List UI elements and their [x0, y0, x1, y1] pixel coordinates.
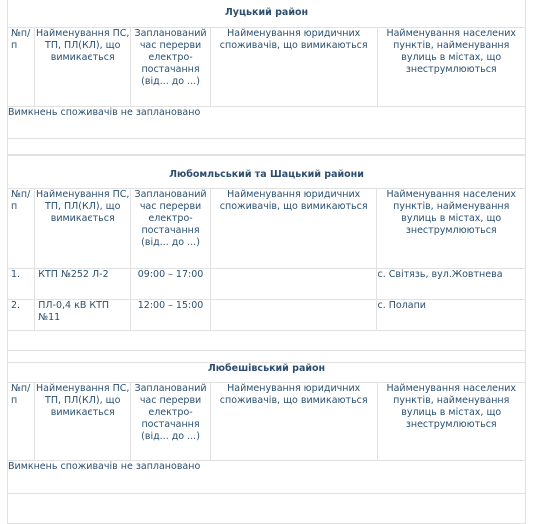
header-outage-time: Запланований час перерви електро-постачання (від... до ...) [131, 383, 211, 461]
no-outage-note: Вимкнень споживачів не заплановано [8, 107, 526, 139]
header-outage-time: Запланований час перерви електро-постачання (від... до ...) [131, 189, 211, 269]
section-title-row [8, 351, 526, 383]
row-object-name: ПЛ-0,4 кВ КТП №11 [35, 300, 131, 331]
header-settlements: Найменування населених пунктів, найменування вулиць в містах, що знеструмлюються [377, 189, 526, 269]
spacer-cell [8, 139, 526, 155]
table-row [8, 300, 526, 331]
row-settlements: с. Світязь, вул.Жовтнева [377, 269, 526, 300]
row-settlements: с. Полапи [377, 300, 526, 331]
row-legal-consumers [210, 269, 377, 300]
row-outage-time: 09:00 – 17:00 [131, 269, 211, 300]
header-number: №п/п [8, 189, 35, 269]
section-lutsk-table [7, 0, 526, 155]
section-title: Любешівський район [8, 351, 526, 383]
row-object-name: КТП №252 Л-2 [35, 269, 131, 300]
section-lyuboml-shatsk-table [7, 155, 526, 363]
header-settlements: Найменування населених пунктів, найменування вулиць в містах, що знеструмлюються [377, 383, 526, 461]
section-title: Луцький район [8, 0, 526, 28]
table-header-row [8, 383, 526, 461]
header-object-name: Найменування ПС, ТП, ПЛ(КЛ), що вимикається [35, 383, 131, 461]
header-outage-time: Запланований час перерви електро-постачання (від... до ...) [131, 28, 211, 107]
table-header-row [8, 189, 526, 269]
spacer-row [8, 139, 526, 155]
header-settlements: Найменування населених пунктів, найменування вулиць в містах, що знеструмлюються [377, 28, 526, 107]
section-lyubeshiv-table [7, 350, 526, 524]
header-legal-consumers: Найменування юридичних споживачів, що вимикаються [210, 189, 377, 269]
section-title: Любомльський та Шацький райони [8, 156, 526, 189]
row-legal-consumers [210, 300, 377, 331]
table-header-row [8, 28, 526, 107]
row-number: 1. [8, 269, 35, 300]
section-title-row [8, 0, 526, 28]
spacer-row [8, 494, 526, 524]
section-title-row [8, 156, 526, 189]
header-number: №п/п [8, 383, 35, 461]
header-object-name: Найменування ПС, ТП, ПЛ(КЛ), що вимикається [35, 189, 131, 269]
no-outage-row [8, 107, 526, 139]
spacer-cell [8, 494, 526, 524]
header-object-name: Найменування ПС, ТП, ПЛ(КЛ), що вимикається [35, 28, 131, 107]
header-legal-consumers: Найменування юридичних споживачів, що вимикаються [210, 383, 377, 461]
table-row [8, 269, 526, 300]
row-number: 2. [8, 300, 35, 331]
row-outage-time: 12:00 – 15:00 [131, 300, 211, 331]
no-outage-note: Вимкнень споживачів не заплановано [8, 461, 526, 494]
header-legal-consumers: Найменування юридичних споживачів, що вимикаються [210, 28, 377, 107]
header-number: №п/п [8, 28, 35, 107]
no-outage-row [8, 461, 526, 494]
